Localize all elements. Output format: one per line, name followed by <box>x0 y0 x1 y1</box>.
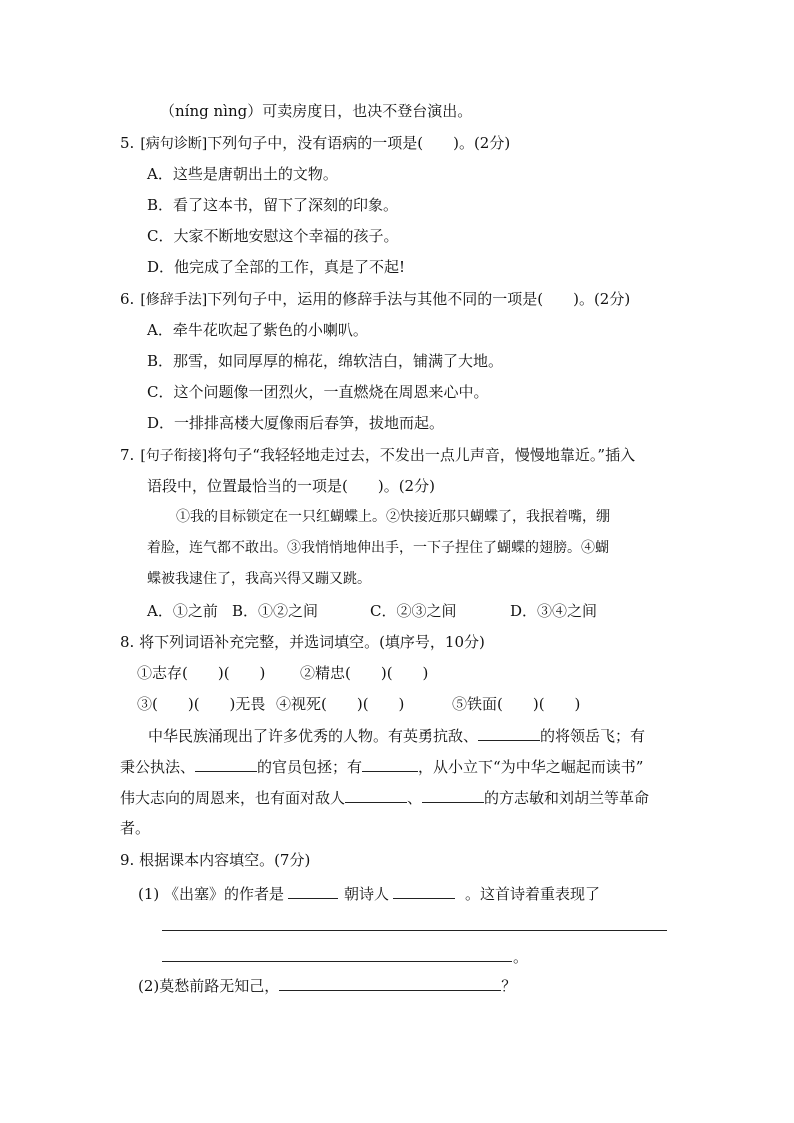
question-stem: 将句子“我轻轻地走过去，不发出一点儿声音，慢慢地靠近。”插入 <box>207 446 636 464</box>
passage-line: 着脸，连气都不敢出。③我悄悄地伸出手，一下子捏住了蝴蝶的翅膀。④蝴 <box>147 540 609 556</box>
passage-line: 蝶被我逮住了，我高兴得又蹦又跳。 <box>147 571 371 587</box>
option-b: B．那雪，如同厚厚的棉花，绵软洁白，铺满了大地。 <box>147 352 504 370</box>
question-stem: 下列句子中，没有语病的一项是( )。(2分) <box>207 134 511 152</box>
question-number: 6. <box>120 290 135 308</box>
idiom-2: ②精忠( )( ) <box>300 664 429 682</box>
blank-1[interactable] <box>478 725 540 741</box>
passage-line: ①我的目标锁定在一只红蝴蝶上。②快接近那只蝴蝶了，我抿着嘴，绷 <box>176 509 610 525</box>
question-5 <box>120 133 510 154</box>
option-d: D．一排排高楼大厦像雨后春笋，拔地而起。 <box>147 414 445 432</box>
idiom-1: ①志存( )( ) <box>137 664 266 682</box>
blank-poet[interactable] <box>393 883 455 899</box>
fill-paragraph-line: 秉公执法、 的官员包拯；有 ，从小立下“为中华之崛起而读书” <box>120 758 644 776</box>
question-7 <box>120 445 635 466</box>
option-c: C．这个问题像一团烈火，一直燃烧在周恩来心中。 <box>147 383 489 401</box>
poem-line: (1) 《出塞》的作者是 朝诗人 。这首诗着重表现了 <box>138 885 601 903</box>
option-c: C．大家不断地安慰这个幸福的孩子。 <box>147 227 399 245</box>
option-a: A．牵牛花吹起了紫色的小喇叭。 <box>147 321 368 339</box>
option-a: A．这些是唐朝出土的文物。 <box>147 165 338 183</box>
blank-poem-line[interactable] <box>279 975 501 991</box>
fill-paragraph-line: 中华民族涌现出了许多优秀的人物。有英勇抗敌、 的将领岳飞；有 <box>148 727 646 745</box>
poem-line: (2)莫愁前路无知己， ？ <box>138 977 517 995</box>
blank-3[interactable] <box>362 756 418 772</box>
idiom-4: ④视死( )( ) <box>276 695 405 713</box>
option-b: B．看了这本书，留下了深刻的印象。 <box>147 196 399 214</box>
option-a: A．①之前 <box>147 602 218 620</box>
question-number: 7. <box>120 446 135 464</box>
blank-author-dynasty[interactable] <box>288 883 338 899</box>
option-c: C．②③之间 <box>370 602 457 620</box>
question-6 <box>120 289 630 310</box>
option-d: D．他完成了全部的工作，真是了不起! <box>147 258 406 276</box>
idiom-5: ⑤铁面( )( ) <box>452 695 581 713</box>
answer-line[interactable] <box>162 930 667 931</box>
question-tag: [修辞手法] <box>140 292 208 308</box>
question-8: 8. 将下列词语补充完整，并选词填空。(填序号，10分) <box>120 633 485 651</box>
question-tag: [病句诊断] <box>140 136 208 152</box>
period: 。 <box>513 948 529 966</box>
fill-paragraph-line: 伟大志向的周恩来，也有面对敌人 、 的方志敏和刘胡兰等革命 <box>120 789 650 807</box>
blank-5[interactable] <box>422 787 484 803</box>
question-stem: 下列句子中，运用的修辞手法与其他不同的一项是( )。(2分) <box>207 290 631 308</box>
idiom-3: ③( )( )无畏 <box>137 695 266 713</box>
option-b: B．①②之间 <box>232 602 319 620</box>
continued-line: （níng nìng）可卖房度日，也决不登台演出。 <box>160 102 473 120</box>
question-number: 5. <box>120 134 135 152</box>
option-d: D．③④之间 <box>510 602 598 620</box>
question-9: 9. 根据课本内容填空。(7分) <box>120 851 311 869</box>
blank-4[interactable] <box>345 787 407 803</box>
question-stem-cont: 语段中，位置最恰当的一项是( )。(2分) <box>147 477 435 495</box>
fill-paragraph-line: 者。 <box>120 819 151 837</box>
blank-2[interactable] <box>195 756 257 772</box>
question-tag: [句子衔接] <box>140 448 208 464</box>
answer-line[interactable] <box>162 961 512 962</box>
